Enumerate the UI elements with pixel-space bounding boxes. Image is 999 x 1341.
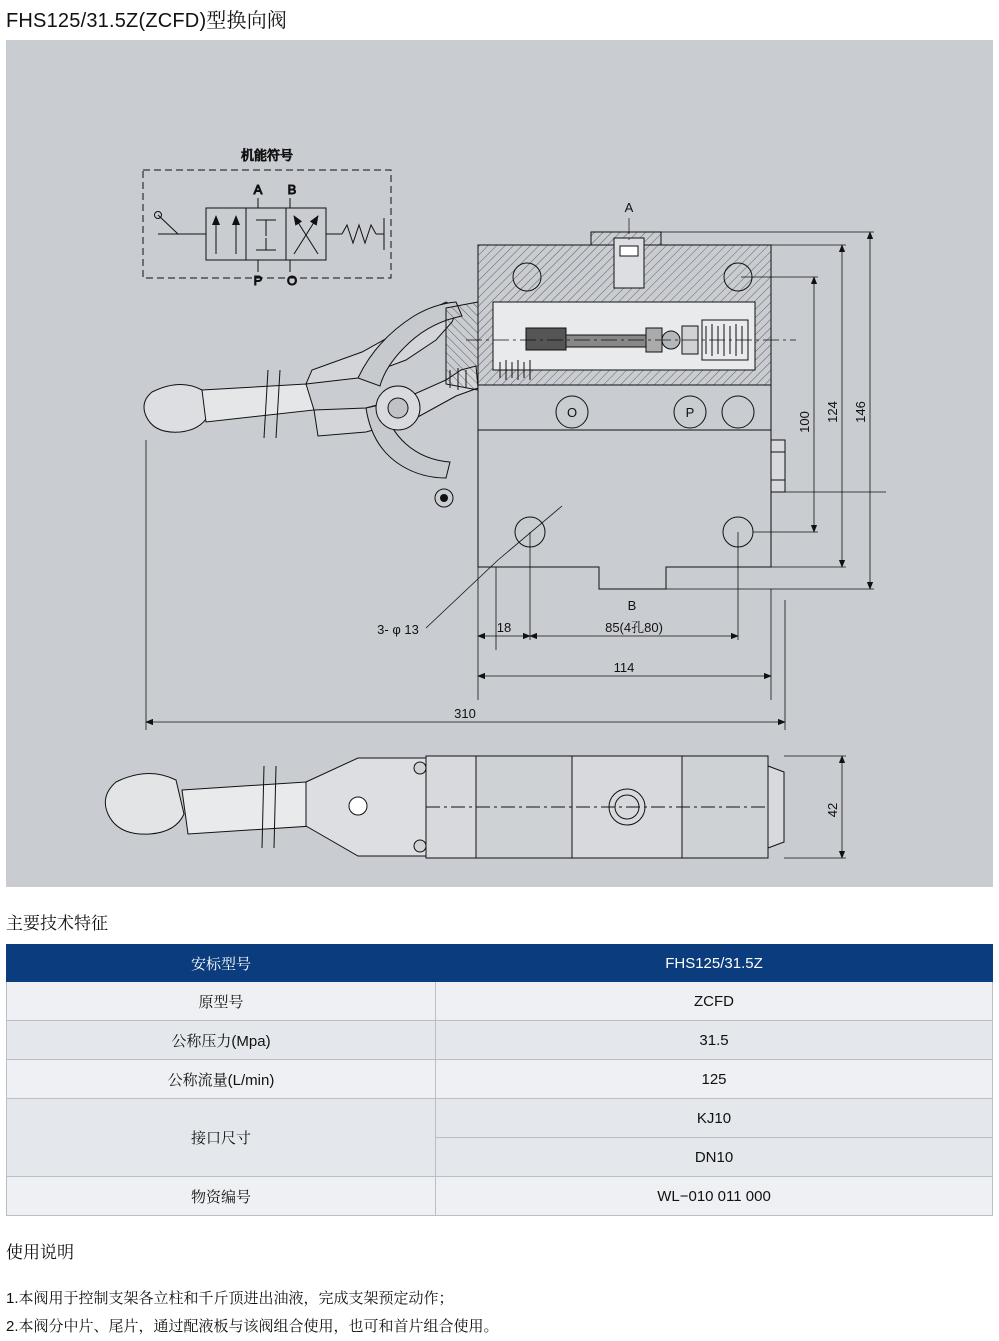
table-row bbox=[7, 1099, 993, 1138]
dim-146: 146 bbox=[853, 401, 868, 423]
dim-85: 85(4孔80) bbox=[605, 620, 663, 635]
table-header-label: 安标型号 bbox=[7, 945, 436, 982]
table-header-value: FHS125/31.5Z bbox=[436, 945, 993, 982]
row-value: WL−010 011 000 bbox=[436, 1177, 993, 1216]
dim-124: 124 bbox=[825, 401, 840, 423]
symbol-caption: 机能符号 bbox=[240, 148, 294, 163]
row-label: 接口尺寸 bbox=[7, 1099, 436, 1177]
dim-100: 100 bbox=[797, 411, 812, 433]
specs-heading: 主要技术特征 bbox=[6, 914, 108, 933]
valve-assembly-drawing bbox=[6, 40, 993, 887]
label-port-a: A bbox=[624, 200, 634, 215]
row-label: 原型号 bbox=[7, 982, 436, 1021]
usage-line: 1.本阀用于控制支架各立柱和千斤顶进出油液，完成支架预定动作； bbox=[6, 1290, 454, 1307]
table-row bbox=[7, 1177, 993, 1216]
specifications-table bbox=[6, 944, 993, 1216]
dim-18: 18 bbox=[496, 620, 512, 635]
technical-drawing-panel bbox=[6, 40, 993, 887]
symbol-port-a: A bbox=[253, 182, 263, 197]
row-value: KJ10 bbox=[436, 1099, 993, 1138]
label-hole-note: 3- φ 13 bbox=[377, 622, 419, 637]
dim-42: 42 bbox=[825, 802, 840, 818]
label-port-b: B bbox=[627, 598, 637, 613]
row-label: 公称流量(L/min) bbox=[7, 1060, 436, 1099]
function-symbol-group bbox=[143, 170, 391, 278]
row-label: 公称压力(Mpa) bbox=[7, 1021, 436, 1060]
table-row bbox=[7, 1021, 993, 1060]
usage-heading: 使用说明 bbox=[6, 1243, 74, 1262]
row-label: 物资编号 bbox=[7, 1177, 436, 1216]
usage-notes bbox=[6, 1285, 999, 1341]
symbol-port-o: O bbox=[286, 273, 298, 288]
row-value: 125 bbox=[436, 1060, 993, 1099]
usage-line: 2.本阀分中片、尾片，通过配液板与该阀组合使用，也可和首片组合使用。 bbox=[6, 1318, 499, 1335]
label-port-o: O bbox=[566, 405, 578, 420]
dim-114: 114 bbox=[613, 660, 635, 675]
row-value: DN10 bbox=[436, 1138, 993, 1177]
row-value: ZCFD bbox=[436, 982, 993, 1021]
dim-310: 310 bbox=[454, 706, 476, 721]
page-title: FHS125/31.5Z(ZCFD)型换向阀 bbox=[6, 10, 288, 32]
table-row bbox=[7, 1060, 993, 1099]
valve-side-view bbox=[105, 756, 784, 858]
table-header-row bbox=[7, 945, 993, 982]
row-value: 31.5 bbox=[436, 1021, 993, 1060]
valve-body-front-view bbox=[478, 232, 785, 589]
valve-handle-front-view bbox=[144, 302, 478, 507]
table-row bbox=[7, 982, 993, 1021]
label-port-p: P bbox=[685, 405, 695, 420]
symbol-port-b: B bbox=[287, 182, 297, 197]
symbol-port-p: P bbox=[253, 273, 263, 288]
